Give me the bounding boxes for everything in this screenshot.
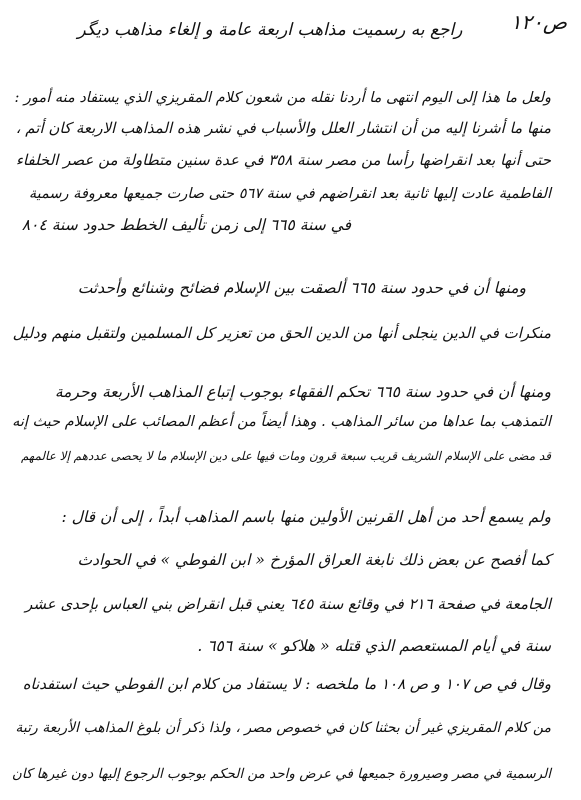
text-line: وقال في ص ١٠٧ و ص ١٠٨ ما ملخصه : لا يستفاد من كلام ابن الفوطي حيث استفدناه <box>22 675 551 693</box>
page-number: ص١٢٠ <box>510 10 567 34</box>
text-line: ولعل ما هذا إلى اليوم انتهى ما أردنا نقله من شعون كلام المقريزي الذي يستفاد منه أمور : <box>14 90 551 106</box>
text-line: الجامعة في صفحة ٢١٦ في وقائع سنة ٦٤٥ يعني قبل انقراض بني العباس بإحدى عشر <box>25 595 551 613</box>
text-line: في سنة ٦٦٥ إلى زمن تأليف الخطط حدود سنة ٨٠٤ <box>21 216 351 234</box>
text-line: الفاطمية عادت إليها ثانية بعد انقراضهم في سنة ٥٦٧ حتى صارت جميعها معروفة رسمية <box>28 186 551 202</box>
text-line: الرسمية في مصر وصيرورة جميعها في عرض واحد من الحكم بوجوب الرجوع إليها دون غيرها كان <box>11 766 551 782</box>
text-line: من كلام المقريزي غير أن بحثنا كان في خصوص مصر ، ولذا ذكر أن بلوغ المذاهب الأربعة رتبة <box>15 720 551 736</box>
text-line: ومنها أن في حدود سنة ٦٦٥ تحكم الفقهاء بوجوب إتباع المذاهب الأربعة وحرمة <box>54 383 551 401</box>
page-heading: راجع به رسميت مذاهب اربعة عامة و إلغاء مذاهب ديگر <box>77 20 463 40</box>
text-line: حتى أنها بعد انقراضها رأسا من مصر سنة ٣٥٨ في عدة سنين متطاولة من عصر الخلفاء <box>15 151 551 169</box>
text-line: منها ما أشرنا إليه من أن انتشار العلل والأسباب في نشر هذه المذاهب الاربعة كان أتم ، <box>15 119 551 137</box>
text-line: سنة في أيام المستعصم الذي قتله « هلاكو » سنة ٦٥٦ . <box>197 637 551 655</box>
text-line: كما أفصح عن بعض ذلك نابغة العراق المؤرخ « ابن الفوطي » في الحوادث <box>77 551 551 569</box>
text-line: قد مضى على الإسلام الشريف قريب سبعة قرون ومات فيها على دين الإسلام ما لا يحصى عددهم إلا عالمهم <box>20 449 551 463</box>
text-line: التمذهب بما عداها من سائر المذاهب . وهذا أيضاً من أعظم المصائب على الإسلام حيث إنه <box>12 414 551 430</box>
text-line: ومنها أن في حدود سنة ٦٦٥ ألصقت بين الإسلام فضائح وشنائع وأحدثت <box>77 279 526 297</box>
text-line: ولم يسمع أحد من أهل القرنين الأولين منها باسم المذاهب أبداً ، إلى أن قال : <box>61 508 551 526</box>
text-line: منكرات في الدين ينجلى أنها من الدين الحق من تعزير كل المسلمين ولتقبل منهم ودليل <box>12 324 551 342</box>
